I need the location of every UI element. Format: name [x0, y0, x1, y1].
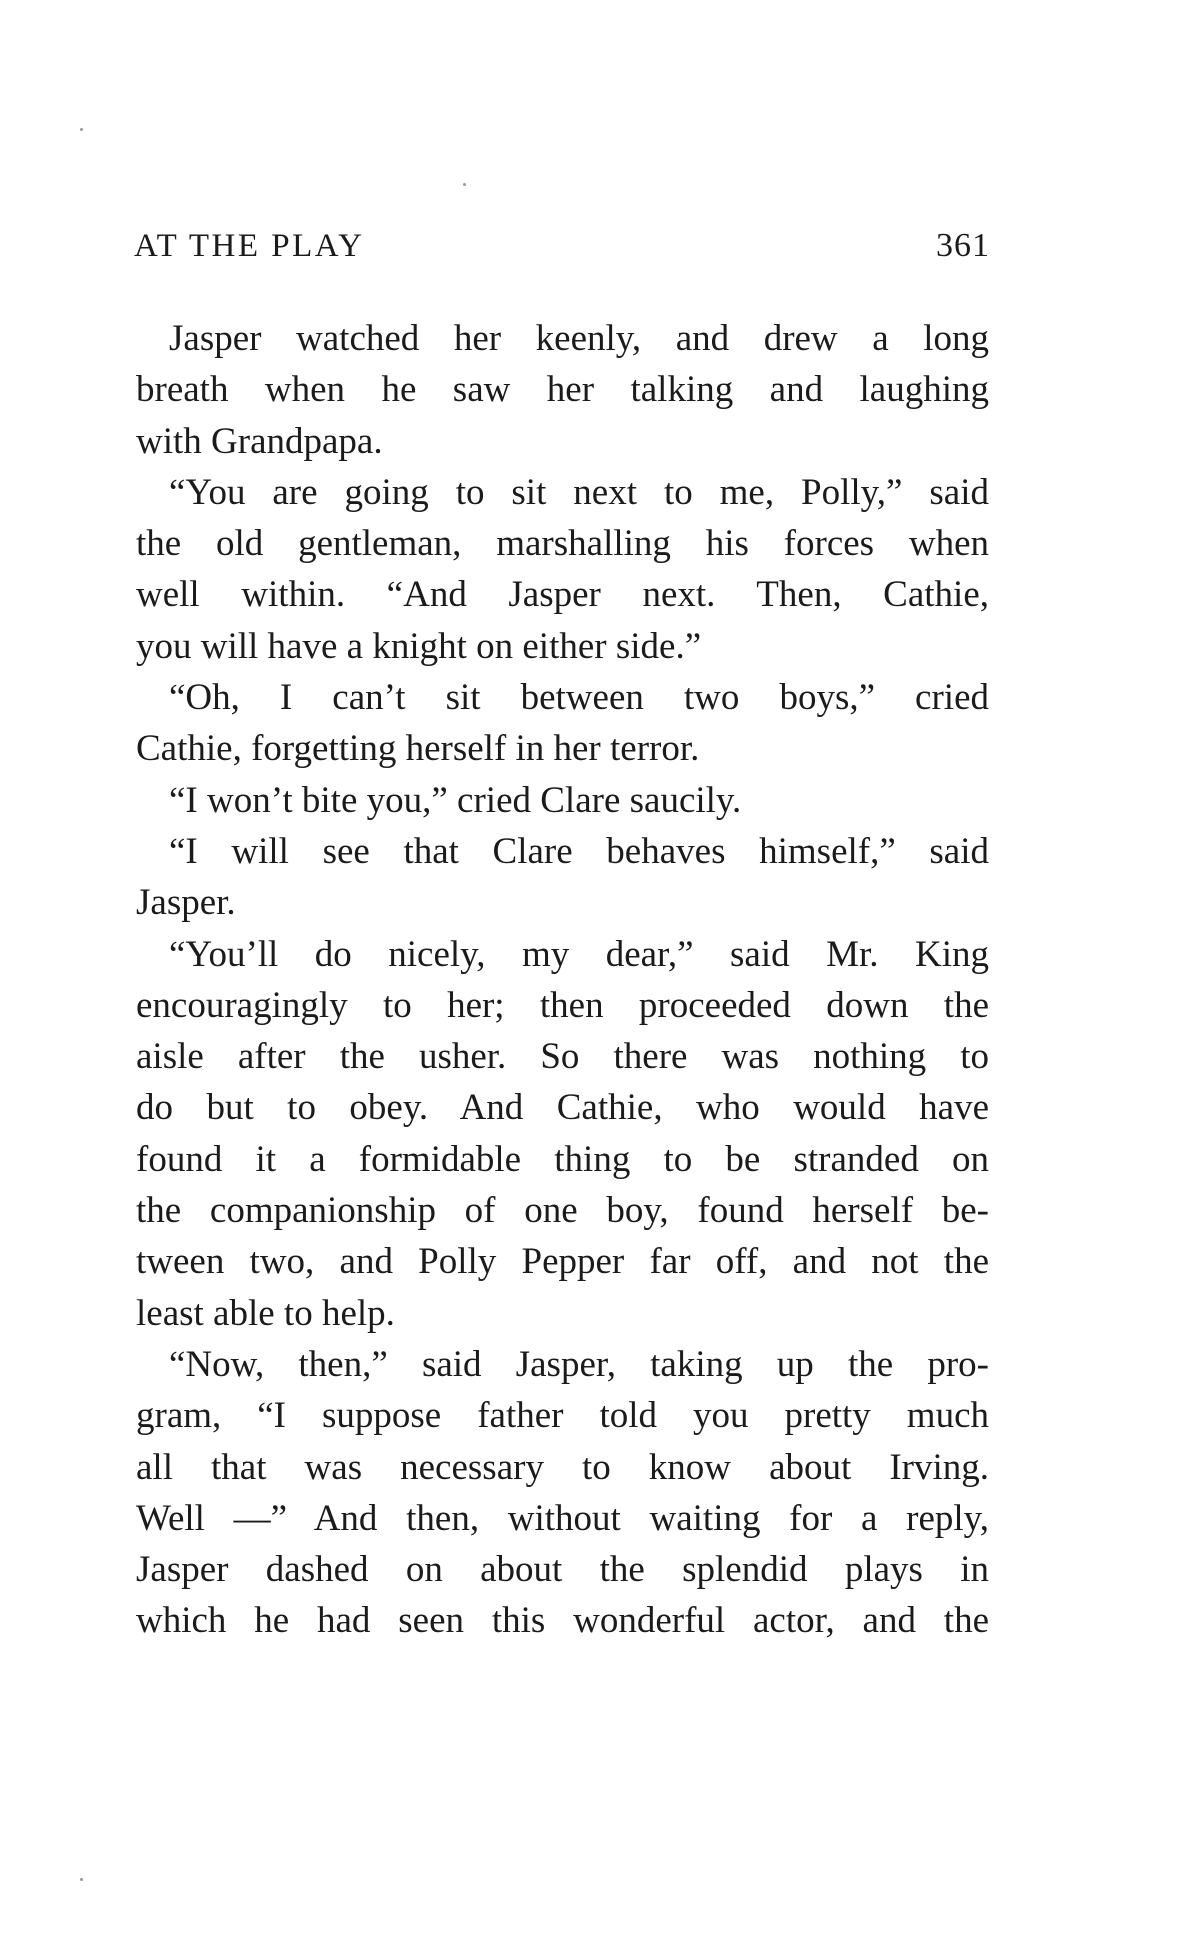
text-line: “I won’t bite you,” cried Clare saucily.: [169, 779, 742, 821]
text-line: “Now, then,” said Jasper, taking up the pro-: [169, 1343, 989, 1385]
text-line: the old gentleman, marshalling his forces when: [136, 523, 989, 565]
text-line: encouragingly to her; then proceeded down the: [136, 984, 989, 1026]
text-line: with Grandpapa.: [136, 420, 383, 462]
scan-speck: [80, 128, 83, 131]
text-line: found it a formidable thing to be stranded on: [136, 1138, 989, 1180]
text-line: “You’ll do nicely, my dear,” said Mr. King: [169, 933, 989, 975]
text-line: tween two, and Polly Pepper far off, and not the: [136, 1241, 989, 1283]
text-line: aisle after the usher. So there was nothing to: [136, 1036, 989, 1078]
text-line: well within. “And Jasper next. Then, Cathie,: [136, 574, 989, 616]
text-line: Well —” And then, without waiting for a reply,: [136, 1497, 989, 1539]
text-line: Jasper watched her keenly, and drew a long: [169, 318, 989, 359]
text-line: Jasper dashed on about the splendid plays in: [136, 1549, 989, 1591]
text-line: least able to help.: [136, 1292, 395, 1334]
body-text: [136, 313, 989, 1647]
text-line: Cathie, forgetting herself in her terror.: [136, 728, 700, 770]
scan-speck: [463, 183, 466, 186]
text-line: you will have a knight on either side.”: [136, 625, 702, 667]
text-line: the companionship of one boy, found herself be-: [136, 1190, 989, 1232]
page-number: 361: [936, 227, 990, 264]
text-line: “Oh, I can’t sit between two boys,” cried: [169, 677, 989, 719]
text-line: do but to obey. And Cathie, who would have: [136, 1087, 989, 1129]
scan-speck: [80, 1878, 83, 1881]
text-line: “You are going to sit next to me, Polly,” said: [169, 471, 989, 513]
running-head: [134, 223, 990, 269]
text-line: gram, “I suppose father told you pretty much: [136, 1395, 989, 1437]
running-title: AT THE PLAY: [134, 228, 365, 264]
text-line: Jasper.: [136, 882, 236, 924]
text-line: all that was necessary to know about Irving.: [136, 1446, 989, 1488]
text-line: which he had seen this wonderful actor, and the: [136, 1600, 989, 1642]
text-line: “I will see that Clare behaves himself,” said: [169, 830, 989, 872]
text-line: breath when he saw her talking and laughing: [136, 369, 989, 411]
